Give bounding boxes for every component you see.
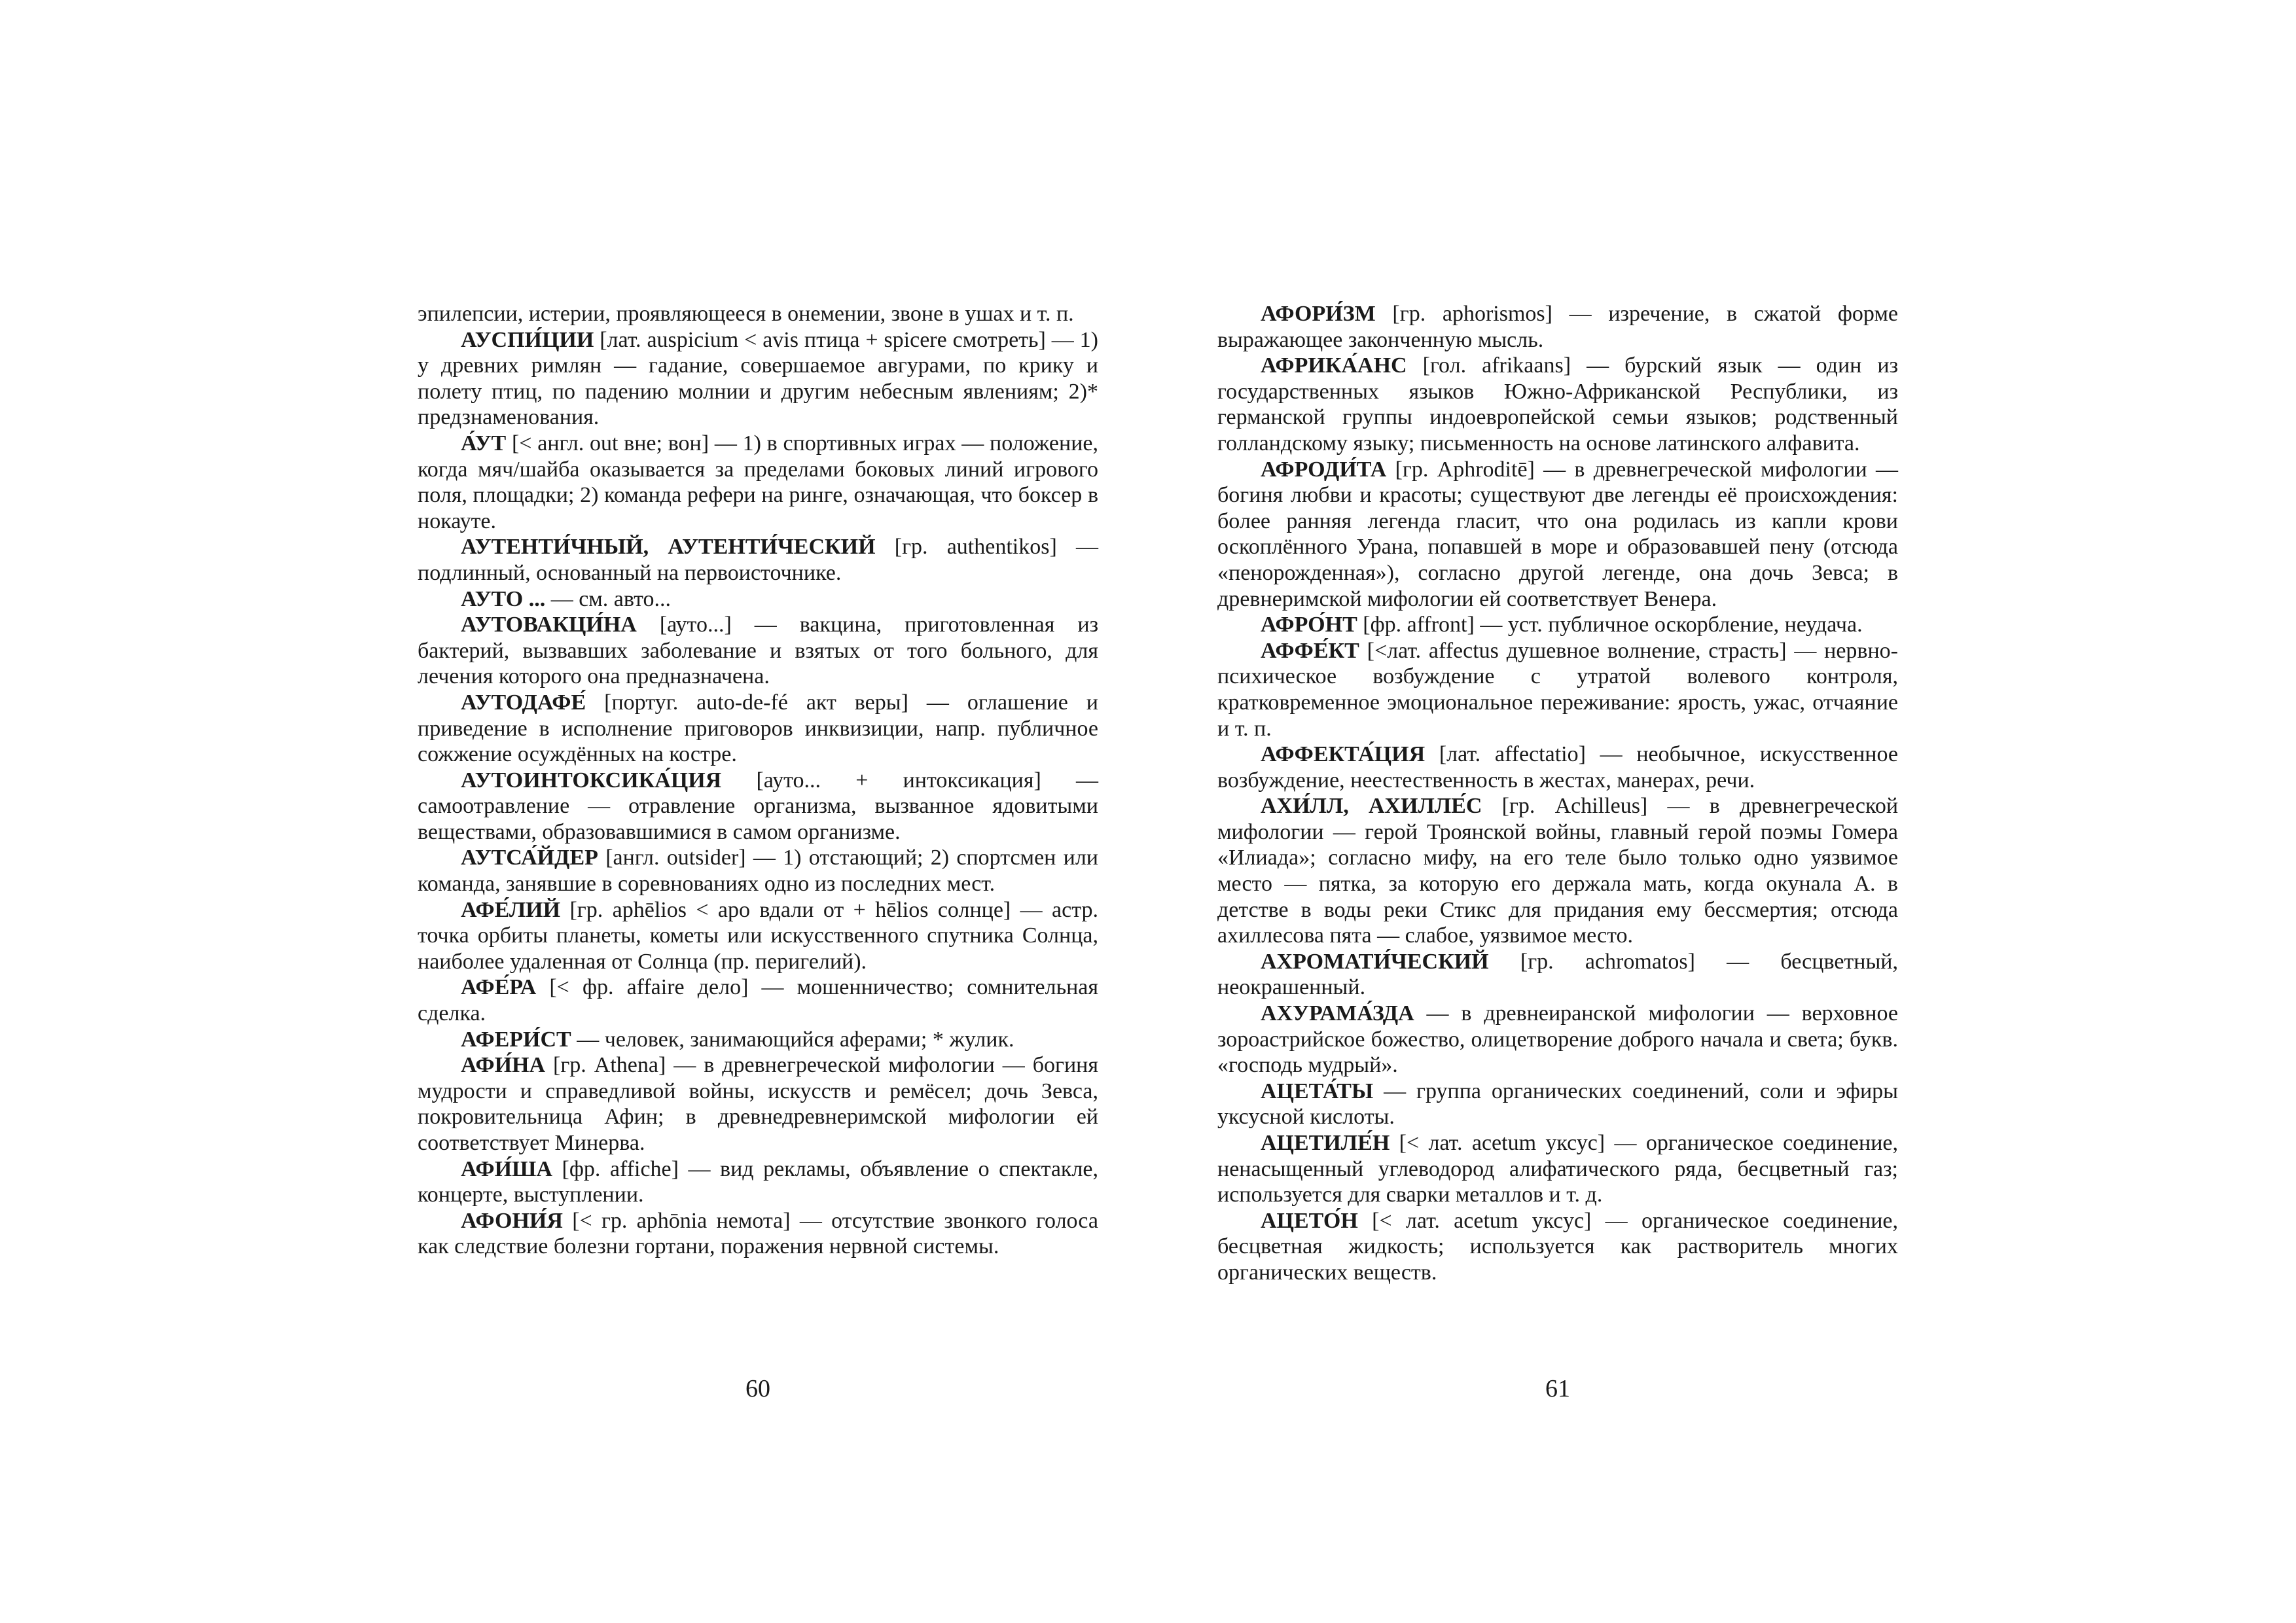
entry-definition: [ауто... + интоксикация] — самоотравление — отравление организма, вызванное ядовитыми веществами, образовавшимися в самом организме. — [418, 768, 1098, 844]
entry-definition: [португ. auto-de-fé акт веры] — оглашение и приведение в исполнение приговоров инквизиции, напр. публичное сожжение осуждённых на костре. — [418, 690, 1098, 767]
page-number-right: 61 — [1545, 1375, 1570, 1402]
dictionary-entry — [1217, 353, 1898, 456]
entry-headword: АФФЕ́КТ — [1261, 638, 1359, 663]
dictionary-entry — [418, 1027, 1098, 1053]
dictionary-entry — [1217, 1001, 1898, 1079]
entry-definition: [< англ. out вне; вон] — 1) в спортивных играх — положение, когда мяч/шайба оказывается за пределами боковых линий игрового поля, площадки; 2) команда рефери на ринге, означающая, что боксер в нокауте. — [418, 431, 1098, 533]
left-page-text — [418, 301, 1098, 1260]
dictionary-entry — [1217, 741, 1898, 793]
entry-headword: А́УТ — [461, 431, 507, 455]
dictionary-entry — [418, 690, 1098, 768]
dictionary-entry — [418, 327, 1098, 431]
dictionary-entry — [418, 586, 1098, 613]
entry-headword: АЦЕТО́Н — [1261, 1208, 1358, 1233]
dictionary-entry — [1217, 1079, 1898, 1130]
entry-definition: — в древнеиранской мифологии — верховное зороастрийское божество, олицетворение доброго начала и света; букв. «господь мудрый». — [1217, 1001, 1899, 1078]
dictionary-entry — [1217, 949, 1898, 1001]
entry-definition: [фр. affront] — уст. публичное оскорбление, неудача. — [1363, 613, 1863, 637]
entry-definition: [гр. authentikos] — подлинный, основанный на первоисточнике. — [418, 535, 1098, 585]
dictionary-entry — [418, 1052, 1098, 1156]
entry-definition: [< фр. affaire дело] — мошенничество; сомнительная сделка. — [418, 975, 1098, 1026]
entry-definition: [гр. Aphroditē] — в древнегреческой мифологии — богиня любви и красоты; существуют две легенды её происхождения: более ранняя легенда гласит, что она родилась из капли крови оскоплённого Урана, попавшей в море и образовавшей пену (отсюда «пенорожденная»), согласно другой легенде, она дочь Зевса; в древнеримской мифологии ей соответствует Венера. — [1217, 457, 1898, 611]
page-number-left: 60 — [745, 1375, 770, 1402]
entry-definition: [фр. affiche] — вид рекламы, объявление о спектакле, концерте, выступлении. — [418, 1156, 1099, 1207]
entry-headword: АФЕ́РА — [461, 975, 537, 1000]
entry-headword: АФИ́ША — [461, 1156, 552, 1181]
entry-headword: АХИ́ЛЛ, АХИЛЛЕ́С — [1261, 794, 1482, 819]
dictionary-entry — [418, 845, 1098, 897]
dictionary-entry — [1217, 638, 1898, 741]
entry-headword: АХУРАМА́ЗДА — [1261, 1001, 1414, 1026]
dictionary-entry — [418, 897, 1098, 975]
right-page-text — [1217, 301, 1898, 1286]
dictionary-entry — [418, 768, 1098, 846]
entry-headword: АУСПИ́ЦИИ — [461, 327, 594, 352]
entry-definition: [гр. aphēlios < apo вдали от + hēlios солнце] — астр. точка орбиты планеты, кометы или искусственного спутника Солнца, наиболее удаленная от Солнца (пр. перигелий). — [418, 897, 1098, 974]
entry-headword: АУТОВАКЦИ́НА — [461, 613, 637, 637]
entry-definition: [лат. auspicium < avis птица + spicere смотреть] — 1) у древних римлян — гадание, совершаемое авгурами, по крику и полету птиц, по падению молнии и другим небесным явлениям; 2)* предзнаменования. — [418, 327, 1098, 430]
dictionary-entry — [1217, 793, 1898, 949]
dictionary-entry — [1217, 1208, 1898, 1286]
entry-definition: [гр. Athena] — в древнегреческой мифологии — богиня мудрости и справедливой войны, искусств и ремёсел; дочь Зевса, покровительница Афин; в древнедревнеримской мифологии ей соответствует Минерва. — [418, 1053, 1098, 1155]
entry-headword: АЦЕТА́ТЫ — [1261, 1079, 1374, 1103]
entry-headword: АФРОДИ́ТА — [1261, 457, 1387, 482]
entry-headword: АФФЕКТА́ЦИЯ — [1261, 742, 1426, 767]
entry-definition: [лат. affectatio] — необычное, искусственное возбуждение, неестественность в жестах, манерах, речи. — [1217, 742, 1899, 793]
entry-definition: [англ. outsider] — 1) отстающий; 2) спортсмен или команда, занявшие в соревнованиях одно из последних мест. — [418, 846, 1098, 897]
dictionary-entry — [1217, 457, 1898, 613]
entry-headword: АФЕ́ЛИЙ — [461, 897, 561, 922]
entry-definition: [< лат. acetum уксус] — органическое соединение, ненасыщенный углеводород алифатического ряда, бесцветный газ; используется для сварки металлов и т. д. — [1217, 1131, 1898, 1207]
dictionary-entry — [418, 1208, 1098, 1260]
entry-headword: АФРО́НТ — [1261, 613, 1357, 637]
dictionary-entry — [1217, 612, 1898, 638]
entry-definition: [гол. afrikaans] — бурский язык — один из государственных языков Южно-Африканской Республики, из германской группы индоевропейской семьи языков; родственный голландскому языку; письменность на основе латинского алфавита. — [1217, 353, 1899, 455]
entry-headword: АУТСА́ЙДЕР — [461, 846, 598, 870]
entry-definition: [< лат. acetum уксус] — органическое соединение, бесцветная жидкость; используется как растворитель многих органических веществ. — [1217, 1208, 1898, 1285]
entry-headword: АУТОДАФЕ́ — [461, 690, 586, 715]
dictionary-entry — [418, 431, 1098, 534]
dictionary-entry — [418, 1156, 1098, 1208]
entry-headword: АФРИКА́АНС — [1261, 353, 1407, 378]
entry-headword: АФОНИ́Я — [461, 1208, 563, 1233]
entry-headword: АУТО ... — [461, 586, 546, 611]
entry-definition: — см. авто... — [550, 586, 672, 611]
entry-headword: АФИ́НА — [461, 1053, 546, 1078]
left-page — [418, 0, 1098, 1623]
dictionary-entry — [1217, 301, 1898, 353]
entry-definition: [гр. Achilleus] — в древнегреческой мифологии — герой Троянской войны, главный герой поэмы Гомера «Илиада»; согласно мифу, на его теле было только одно уязвимое место — пятка, за которую его держала мать, когда окунала А. в детстве в воды реки Стикс для придания ему бессмертия; отсюда ахиллесова пята — слабое, уязвимое место. — [1217, 794, 1899, 948]
dictionary-entry — [1217, 1130, 1898, 1208]
entry-headword: АУТЕНТИ́ЧНЫЙ, АУТЕНТИ́ЧЕСКИЙ — [461, 535, 876, 560]
entry-definition: [гр. achromatos] — бесцветный, неокрашенный. — [1217, 949, 1898, 1000]
dictionary-entry — [418, 974, 1098, 1026]
entry-definition: [гр. aphorismos] — изречение, в сжатой форме выражающее законченную мысль. — [1217, 302, 1898, 352]
entry-headword: АЦЕТИЛЕ́Н — [1261, 1131, 1390, 1155]
entry-headword: АФЕРИ́СТ — [461, 1027, 571, 1052]
entry-definition: [ауто...] — вакцина, приготовленная из бактерий, вызвавших заболевание и взятых от того больного, для лечения которого она предназначена. — [418, 613, 1099, 689]
dictionary-entry — [418, 612, 1098, 690]
entry-definition: [< гр. aphōnia немота] — отсутствие звонкого голоса как следствие болезни гортани, поражения нервной системы. — [418, 1208, 1099, 1259]
right-page — [1217, 0, 1898, 1623]
dictionary-entry — [418, 534, 1098, 586]
entry-headword: АФОРИ́ЗМ — [1261, 302, 1376, 326]
entry-definition: — человек, занимающийся аферами; * жулик. — [577, 1027, 1014, 1052]
entry-definition: эпилепсии, истерии, проявляющееся в онемении, звоне в ушах и т. п. — [418, 302, 1074, 326]
entry-headword: АУТОИНТОКСИКА́ЦИЯ — [461, 768, 722, 793]
entry-definition: [<лат. affectus душевное волнение, страсть] — нервно-психическое возбуждение с утратой волевого контроля, кратковременное эмоциональное переживание: ярость, ужас, отчаяние и т. п. — [1217, 638, 1898, 741]
dictionary-entry — [418, 301, 1098, 327]
entry-headword: АХРОМАТИ́ЧЕСКИЙ — [1261, 949, 1489, 974]
entry-definition: — группа органических соединений, соли и эфиры уксусной кислоты. — [1217, 1079, 1898, 1130]
